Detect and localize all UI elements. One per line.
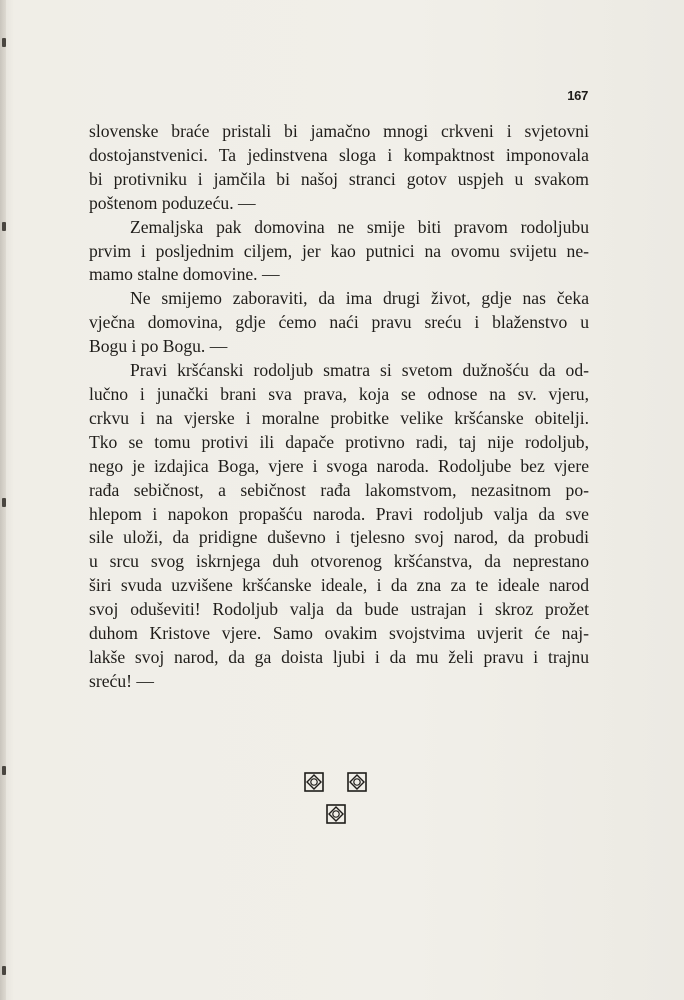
- end-ornament-group: [304, 772, 368, 828]
- text-line: poštenom poduzeću. —: [89, 192, 256, 213]
- text-line: svoj oduševiti! Rodoljub valja da bude ustrajan i skroz prožet: [89, 599, 589, 620]
- text-line: Bogu i po Bogu. —: [89, 336, 228, 357]
- text-line: mamo stalne domovine. —: [89, 264, 280, 285]
- text-line: lučno i junački brani sva prava, koja se odnose na sv. vjeru,: [89, 383, 589, 404]
- binding-stitch-mark: [2, 966, 6, 975]
- text-line: Tko se tomu protivi ili dapače protivno radi, taj nije rodoljub,: [89, 431, 589, 452]
- binding-stitch-mark: [2, 222, 6, 231]
- binding-stitch-mark: [2, 766, 6, 775]
- square-knot-ornament-icon: [304, 772, 324, 792]
- paragraph: [89, 287, 589, 359]
- text-line: bi protivniku i jamčila bi našoj stranci gotov uspjeh u svakom: [89, 168, 589, 189]
- text-line: sile uloži, da pridigne duševno i tjelesno svoj narod, da probudi: [89, 527, 589, 548]
- text-line: prvim i posljednim ciljem, jer kao putnici na ovomu svijetu ne-: [89, 240, 589, 261]
- text-line: hlepom i napokon propašću naroda. Pravi rodoljub valja da sve: [89, 503, 589, 524]
- binding-stitch-mark: [2, 38, 6, 47]
- body-text: [89, 120, 589, 694]
- paragraph: [89, 216, 589, 288]
- paragraph: [89, 120, 589, 216]
- text-line: nego je izdajica Boga, vjere i svoga naroda. Rodoljube bez vjere: [89, 455, 589, 476]
- text-line: slovenske braće pristali bi jamačno mnogi crkveni i svjetovni: [89, 121, 589, 141]
- text-line: širi svuda uzvišene kršćanske ideale, i da zna za te ideale narod: [89, 575, 589, 596]
- text-line: crkvu i na vjerske i moralne probitke velike kršćanske obitelji.: [89, 407, 589, 428]
- text-line: duhom Kristove vjere. Samo ovakim svojstvima uvjerit će naj-: [89, 623, 589, 644]
- text-line: Ne smijemo zaboraviti, da ima drugi život, gdje nas čeka: [130, 288, 589, 309]
- text-line: Zemaljska pak domovina ne smije biti pravom rodoljubu: [130, 216, 589, 237]
- paragraph: [89, 359, 589, 694]
- text-line: dostojanstvenici. Ta jedinstvena sloga i kompaktnost imponovala: [89, 144, 589, 165]
- page-number: 167: [567, 88, 588, 103]
- binding-stitch-mark: [2, 498, 6, 507]
- square-knot-ornament-icon: [326, 804, 346, 824]
- text-line: u srcu svog iskrnjega duh otvorenog kršćanstva, da neprestano: [89, 551, 589, 572]
- text-line: vječna domovina, gdje ćemo naći pravu sreću i blaženstvo u: [89, 312, 589, 333]
- text-line: lakše svoj narod, da ga doista ljubi i da mu želi pravu i trajnu: [89, 646, 589, 667]
- text-line: Pravi kršćanski rodoljub smatra si svetom dužnošću da od-: [130, 360, 589, 381]
- text-line: sreću! —: [89, 670, 154, 691]
- square-knot-ornament-icon: [347, 772, 367, 792]
- text-line: rađa sebičnost, a sebičnost rađa lakomstvom, nezasitnom po-: [89, 479, 589, 500]
